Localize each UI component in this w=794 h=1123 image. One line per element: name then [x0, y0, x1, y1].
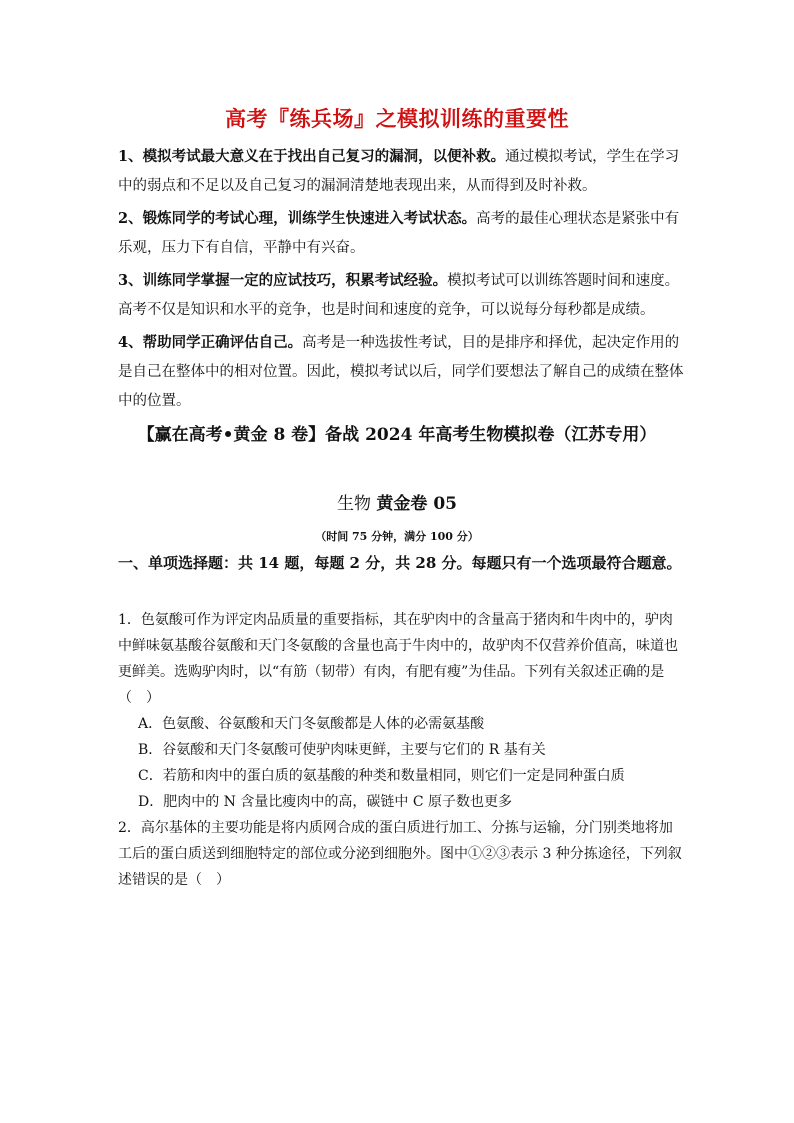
tip-paragraph: [118, 328, 684, 416]
tip-heading: 2、锻炼同学的考试心理，训练学生快速进入考试状态。: [118, 210, 477, 227]
tip-text: 模拟考试可以训练答题时间和速度。高考不仅是知识和水平的竞争，也是时间和速度的竞争，可以说每分每秒都是成绩。: [118, 273, 680, 318]
question-stem: 1．色氨酸可作为评定肉品质量的重要指标，其在驴肉中的含量高于猪肉和牛肉中的，驴肉中鲜味氨基酸谷氨酸和天门冬氨酸的含量也高于牛肉中的，故驴肉不仅营养价值高，味道也更鲜美。选购驴肉时，以“有筋（韧带）有肉，有肥有瘦”为佳品。下列有关叙述正确的是（ ）: [118, 612, 678, 706]
exam-subject: 生物: [337, 494, 371, 514]
tip-text: 高考的最佳心理状态是紧张中有乐观，压力下有自信，平静中有兴奋。: [118, 211, 680, 256]
tip-text: 高考是一种选拔性考试，目的是排序和择优，起决定作用的是自己在整体中的相对位置。因此，模拟考试以后，同学们要想法了解自己的成绩在整体中的位置。: [118, 335, 684, 409]
page-title: 高考『练兵场』之模拟训练的重要性: [225, 107, 569, 131]
tip-text: 通过模拟考试，学生在学习中的弱点和不足以及自己复习的漏洞清楚地表现出来，从而得到及时补救。: [118, 149, 680, 194]
question-list: [118, 607, 684, 893]
question-option: C．若筋和肉中的蛋白质的氨基酸的种类和数量相同，则它们一定是同种蛋白质: [138, 768, 625, 784]
exam-title: 【赢在高考•黄金 8 卷】备战 2024 年高考生物模拟卷（江苏专用）: [137, 425, 657, 445]
section-heading: 一、单项选择题：共 14 题，每题 2 分，共 28 分。每题只有一个选项最符合题意。: [118, 554, 682, 572]
question-option: D．肥肉中的 N 含量比瘦肉中的高，碳链中 C 原子数也更多: [138, 794, 512, 810]
question-stem: 2．高尔基体的主要功能是将内质网合成的蛋白质进行加工、分拣与运输，分门别类地将加工后的蛋白质送到细胞特定的部位或分泌到细胞外。图中①②③表示 3 种分拣途径，下列叙述错误的是（ ）: [118, 820, 682, 888]
tip-heading: 3、训练同学掌握一定的应试技巧，积累考试经验。: [118, 272, 448, 289]
tip-paragraph: [118, 266, 684, 325]
question-option: A．色氨酸、谷氨酸和天门冬氨酸都是人体的必需氨基酸: [138, 716, 485, 732]
exam-subtitle: [0, 489, 794, 514]
tip-paragraph: [118, 204, 684, 263]
question-option: B．谷氨酸和天门冬氨酸可使驴肉味更鲜，主要与它们的 R 基有关: [138, 742, 546, 758]
tip-heading: 4、帮助同学正确评估自己。: [118, 334, 303, 351]
exam-time-note: （时间 75 分钟，满分 100 分）: [315, 530, 479, 543]
tip-paragraph: [118, 142, 684, 201]
exam-paper-name: 黄金卷 05: [376, 494, 457, 514]
tips-list: [118, 142, 684, 419]
tip-heading: 1、模拟考试最大意义在于找出自己复习的漏洞，以便补救。: [118, 148, 506, 165]
